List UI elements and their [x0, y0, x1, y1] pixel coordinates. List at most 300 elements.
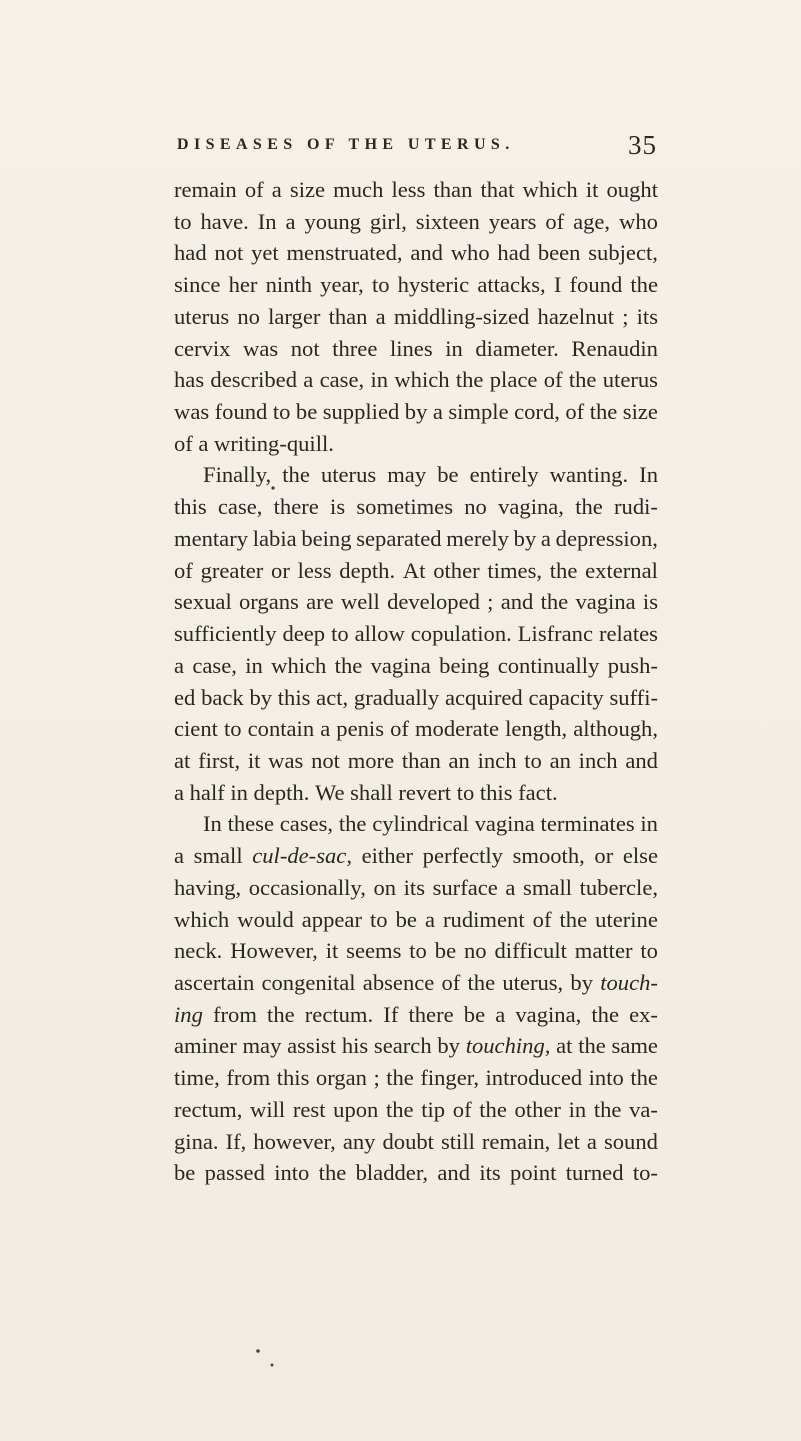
text-word: bladder, [355, 1160, 429, 1186]
text-word: and [500, 589, 534, 615]
text-word: moderate [414, 716, 500, 742]
text-word: sexual [174, 589, 232, 615]
body-text [174, 174, 658, 1189]
text-word: still [440, 1128, 475, 1154]
text-line [174, 967, 658, 999]
text-word: deep [282, 621, 326, 647]
text-word: being [301, 525, 352, 551]
text-word: of [441, 969, 461, 995]
text-word: ninth [265, 272, 313, 298]
text-word: it [325, 938, 339, 964]
text-word: or [594, 843, 614, 869]
text-word: in [245, 652, 263, 678]
text-word: congenital [261, 969, 356, 995]
ink-speck [256, 1349, 260, 1353]
text-word: a [432, 399, 443, 425]
text-word: no [464, 938, 487, 964]
text-word: ed [174, 684, 196, 710]
text-word: its [479, 1160, 501, 1186]
text-word: small [523, 874, 572, 900]
italic-text: touching, [465, 1033, 551, 1059]
text-word: be [295, 399, 318, 425]
text-word: cient [174, 716, 218, 742]
text-word: than [401, 747, 441, 773]
text-word: lines [389, 335, 433, 361]
text-word: vagina [474, 811, 535, 837]
text-word: simple [448, 399, 509, 425]
text-word: organs [238, 589, 299, 615]
text-line [174, 523, 658, 555]
text-word: uterus, [502, 969, 564, 995]
text-word: an [549, 747, 571, 773]
text-word: small [193, 843, 243, 869]
text-word: than [328, 303, 368, 329]
text-word: who [619, 208, 658, 234]
text-word: less [391, 177, 426, 202]
text-word: well [340, 589, 380, 615]
text-word: penis [336, 716, 384, 742]
text-word: case, [192, 652, 237, 678]
text-word: the [318, 1160, 347, 1186]
text-word: and [625, 747, 658, 773]
text-word: was [174, 399, 210, 425]
text-word: the [385, 1096, 414, 1122]
text-word: inch [477, 747, 517, 773]
text-word: point [510, 1160, 557, 1186]
text-word: age, [573, 208, 611, 234]
text-word: ascertain [174, 969, 255, 995]
text-word: which [174, 906, 230, 932]
text-word: sufficiently [174, 621, 277, 647]
text-word: to [223, 716, 242, 742]
text-word: to [409, 938, 427, 964]
text-word: If, [225, 1128, 247, 1154]
text-word: a [174, 843, 185, 869]
text-line [174, 428, 658, 460]
text-word: external [585, 557, 658, 583]
text-line [174, 650, 658, 682]
text-word: young [304, 208, 361, 234]
text-word: a [540, 525, 551, 551]
text-word [600, 967, 658, 999]
text-word: I [553, 272, 562, 298]
running-head [177, 130, 657, 162]
text-word: depth. [339, 557, 396, 583]
text-word: supplied [322, 399, 400, 425]
text-word: be [437, 462, 459, 488]
text-word: cylindrical [372, 811, 469, 837]
text-word: depth. [253, 779, 310, 805]
text-word: diameter. [475, 335, 559, 361]
text-word: In [639, 462, 658, 488]
text-word: time, [174, 1065, 220, 1091]
text-word: to [331, 621, 349, 647]
text-word: At [402, 557, 426, 583]
text-word: fact. [518, 779, 558, 805]
text-word: Lisfranc [517, 621, 594, 647]
text-word: it [247, 747, 261, 773]
text-line [174, 1126, 658, 1158]
text-word: an [448, 747, 470, 773]
text-word: the [549, 557, 578, 583]
text-word: absence [362, 969, 435, 995]
text-word: ex- [629, 1001, 658, 1027]
text-line [174, 174, 658, 206]
text-word: be [434, 938, 457, 964]
text-word: attacks, [477, 272, 546, 298]
text-word: sometimes [356, 494, 454, 520]
text-word: by [249, 684, 273, 710]
text-word: be [395, 906, 417, 932]
text-word: which [271, 652, 327, 678]
text-word: Finally, [203, 462, 272, 488]
text-word: is [330, 494, 346, 520]
text-word: into [274, 1160, 310, 1186]
text-word: any [342, 1128, 376, 1154]
text-line [174, 808, 658, 840]
text-word: a [375, 303, 386, 329]
text-line [174, 301, 658, 333]
text-word: inch [578, 747, 618, 773]
text-word: yet [251, 240, 279, 266]
text-word: will [250, 1096, 286, 1122]
text-word: to [174, 208, 192, 234]
text-word: a [174, 652, 185, 678]
text-line [174, 1157, 658, 1189]
text-word: let [557, 1128, 580, 1154]
text-word: found [569, 272, 623, 298]
text-line [174, 1094, 658, 1126]
text-word: other [433, 557, 480, 583]
text-word: his [341, 1033, 369, 1059]
text-word: act, [316, 684, 349, 710]
text-word: a [495, 1001, 506, 1027]
text-word: from [213, 1001, 257, 1027]
text-line [174, 935, 658, 967]
text-word: no [464, 494, 487, 520]
text-word: doubt [382, 1128, 434, 1154]
text-word: perfectly [422, 843, 503, 869]
text-line [174, 269, 658, 301]
text-word: this [479, 779, 513, 805]
text-word: having, [174, 874, 242, 900]
text-line [174, 682, 658, 714]
text-word: the [282, 462, 310, 488]
text-word: girl, [369, 208, 407, 234]
text-word: described [210, 367, 297, 393]
text-word: of [543, 367, 563, 393]
text-word: appear [301, 906, 362, 932]
text-word: which [394, 367, 450, 393]
text-word: was [243, 335, 279, 361]
ink-speck [271, 1364, 274, 1367]
text-word: hysteric [397, 272, 470, 298]
text-word [466, 1030, 551, 1062]
text-word: vagina, [498, 494, 564, 520]
text-line [174, 713, 658, 745]
text-word: the [630, 1065, 658, 1091]
text-word: less [297, 557, 332, 583]
text-word: introduced [485, 1065, 583, 1091]
text-word: ; [622, 303, 629, 329]
text-word: been [537, 240, 581, 266]
text-word: ought [606, 177, 658, 202]
text-word: allow [354, 621, 405, 647]
text-word: its [636, 303, 658, 329]
text-word: cases, [279, 811, 334, 837]
text-word: vagina [370, 652, 431, 678]
text-word: the [593, 1096, 622, 1122]
text-word: copulation. [410, 621, 512, 647]
text-word: and [437, 1160, 471, 1186]
text-word: of [174, 557, 193, 583]
text-word: subject, [588, 240, 658, 266]
text-word: a [586, 1128, 597, 1154]
text-word: a [303, 367, 314, 393]
text-line [174, 586, 658, 618]
text-word: However, [230, 938, 318, 964]
text-word [174, 999, 203, 1031]
text-word: the [591, 1001, 619, 1027]
text-word: has [174, 367, 205, 393]
text-word: smooth, [512, 843, 585, 869]
text-word: the [334, 652, 363, 678]
text-word: in [568, 1096, 587, 1122]
text-word: sixteen [415, 208, 480, 234]
text-line [174, 840, 658, 872]
text-word: merely [446, 525, 509, 551]
text-word: since [174, 272, 221, 298]
text-word: size [622, 399, 658, 425]
text-word: to [371, 272, 390, 298]
text-line [174, 491, 658, 523]
text-word: it [585, 177, 599, 202]
text-word: shall [350, 779, 393, 805]
text-word: three [332, 335, 378, 361]
text-word: by [513, 525, 537, 551]
text-word: a [285, 208, 296, 234]
text-word: had [174, 240, 207, 266]
text-word: found [214, 399, 268, 425]
text-word: acquired [444, 684, 523, 710]
text-word: rudiment [443, 906, 525, 932]
text-word: passed [204, 1160, 265, 1186]
text-word: the [467, 969, 496, 995]
text-word: cord, [514, 399, 560, 425]
text-word: sound [603, 1128, 658, 1154]
text-word: greater [200, 557, 264, 583]
text-word: this [277, 684, 311, 710]
text-word: in [445, 335, 463, 361]
text-line [174, 872, 658, 904]
text-word: uterine [595, 906, 658, 932]
text-word: back [201, 684, 244, 710]
text-line [174, 396, 658, 428]
text-word: push- [607, 652, 658, 678]
text-word: no [237, 303, 260, 329]
text-word: at [556, 1033, 573, 1059]
text-word: tip [421, 1096, 446, 1122]
text-word: not [290, 335, 320, 361]
text-word: remain [174, 177, 237, 202]
italic-text: cul-de-sac [252, 843, 347, 869]
text-word: length, [505, 716, 568, 742]
text-word: year, [320, 272, 364, 298]
text-word: may [242, 1033, 282, 1059]
text-word: of [452, 1096, 472, 1122]
text-line [174, 364, 658, 396]
text-word: capacity [528, 684, 604, 710]
text-word: case, [319, 367, 365, 393]
text-word: the [338, 811, 367, 837]
text-word: are [306, 589, 334, 615]
text-word: may [387, 462, 427, 488]
text-word: be [174, 1160, 196, 1186]
text-word: of [174, 430, 193, 456]
text-word: a [320, 716, 331, 742]
text-word: assist [287, 1033, 337, 1059]
text-word: occasionally, [248, 874, 366, 900]
text-word: a [271, 177, 282, 202]
text-word: place [489, 367, 538, 393]
text-word: remain, [481, 1128, 551, 1154]
text-word: gradually [353, 684, 440, 710]
text-line [174, 333, 658, 365]
text-word: neck. [174, 938, 223, 964]
text-word: half [189, 779, 225, 805]
text-word: in [640, 811, 658, 837]
text-word: which [522, 177, 578, 202]
running-head-title: DISEASES OF THE UTERUS. [177, 136, 515, 153]
text-word: to [456, 779, 475, 805]
text-word: Renaudin [571, 335, 658, 361]
text-word: was [268, 747, 304, 773]
text-word: however, [253, 1128, 336, 1154]
text-word: entirely [469, 462, 539, 488]
text-word: turned [565, 1160, 624, 1186]
text-word: the [630, 272, 658, 298]
text-word: seems [346, 938, 402, 964]
text-word: who [450, 240, 490, 266]
text-word: rest [292, 1096, 326, 1122]
text-word: else [622, 843, 658, 869]
text-word: cervix [174, 335, 231, 361]
text-word: other [514, 1096, 561, 1122]
text-word: first, [198, 747, 241, 773]
text-word: had [497, 240, 531, 266]
text-line [174, 904, 658, 936]
text-word: difficult [494, 938, 567, 964]
text-word: be [463, 1001, 486, 1027]
italic-text: touch- [600, 969, 658, 995]
text-word: the [578, 1033, 606, 1059]
page-number: 35 [628, 130, 657, 160]
text-word: suffi- [609, 684, 658, 710]
text-word: to [272, 399, 291, 425]
text-word: the [455, 367, 484, 393]
text-line [174, 237, 658, 269]
text-word: of [244, 177, 264, 202]
text-word: this [174, 494, 207, 520]
text-line [174, 459, 658, 491]
text-word: that [480, 177, 515, 202]
text-word: of [532, 906, 552, 932]
text-word: case, [217, 494, 263, 520]
text-word: matter [574, 938, 633, 964]
text-word: these [227, 811, 275, 837]
text-word: ; [373, 1065, 380, 1091]
text-word: the [575, 494, 603, 520]
text-word: rectum. [304, 1001, 374, 1027]
text-line [174, 618, 658, 650]
text-word: wanting. [549, 462, 629, 488]
text-word: by [404, 399, 428, 425]
text-word: years [488, 208, 537, 234]
text-word: although, [573, 716, 658, 742]
text-word: search [373, 1033, 432, 1059]
text-word: by [570, 969, 594, 995]
text-word: than [433, 177, 473, 202]
text-word: a [505, 874, 516, 900]
text-word: its [403, 874, 425, 900]
text-word: rectum, [174, 1096, 243, 1122]
text-line [174, 206, 658, 238]
text-word: to [640, 938, 658, 964]
text-word: In [257, 208, 277, 234]
text-word: a [174, 779, 185, 805]
text-word: in [230, 779, 248, 805]
text-word: in [370, 367, 389, 393]
text-word: mentary [174, 525, 249, 551]
text-word: organ [315, 1065, 367, 1091]
text-word: the [589, 399, 618, 425]
text-word: uterus [320, 462, 377, 488]
text-word: size [289, 177, 326, 202]
text-line [174, 555, 658, 587]
text-word: gina. [174, 1128, 219, 1154]
italic-text: ing [174, 1001, 203, 1027]
text-word: is [642, 589, 658, 615]
text-word: on [373, 874, 397, 900]
text-word: and [410, 240, 443, 266]
text-word: relates [598, 621, 658, 647]
text-word: menstruated, [286, 240, 403, 266]
text-word: In [203, 811, 222, 837]
text-word: depression, [555, 525, 658, 551]
text-word: not [214, 240, 244, 266]
text-word: of [390, 716, 409, 742]
text-word: from [226, 1065, 271, 1091]
text-word: or [271, 557, 290, 583]
text-word: finger, [420, 1065, 480, 1091]
text-word: cul-de-sac, [252, 843, 352, 869]
text-word: va- [629, 1096, 658, 1122]
text-word: the [386, 1065, 414, 1091]
text-word: continually [497, 652, 600, 678]
text-word: developed [387, 589, 480, 615]
text-word: at [174, 747, 191, 773]
text-word: by [437, 1033, 460, 1059]
text-word: surface [432, 874, 498, 900]
text-word: upon [333, 1096, 379, 1122]
text-word: either [361, 843, 414, 869]
text-line [174, 1062, 658, 1094]
text-word: much [333, 177, 384, 202]
text-word: the [559, 906, 588, 932]
text-word: this [276, 1065, 310, 1091]
text-word: middling-sized [393, 303, 530, 329]
text-word: If [383, 1001, 399, 1027]
